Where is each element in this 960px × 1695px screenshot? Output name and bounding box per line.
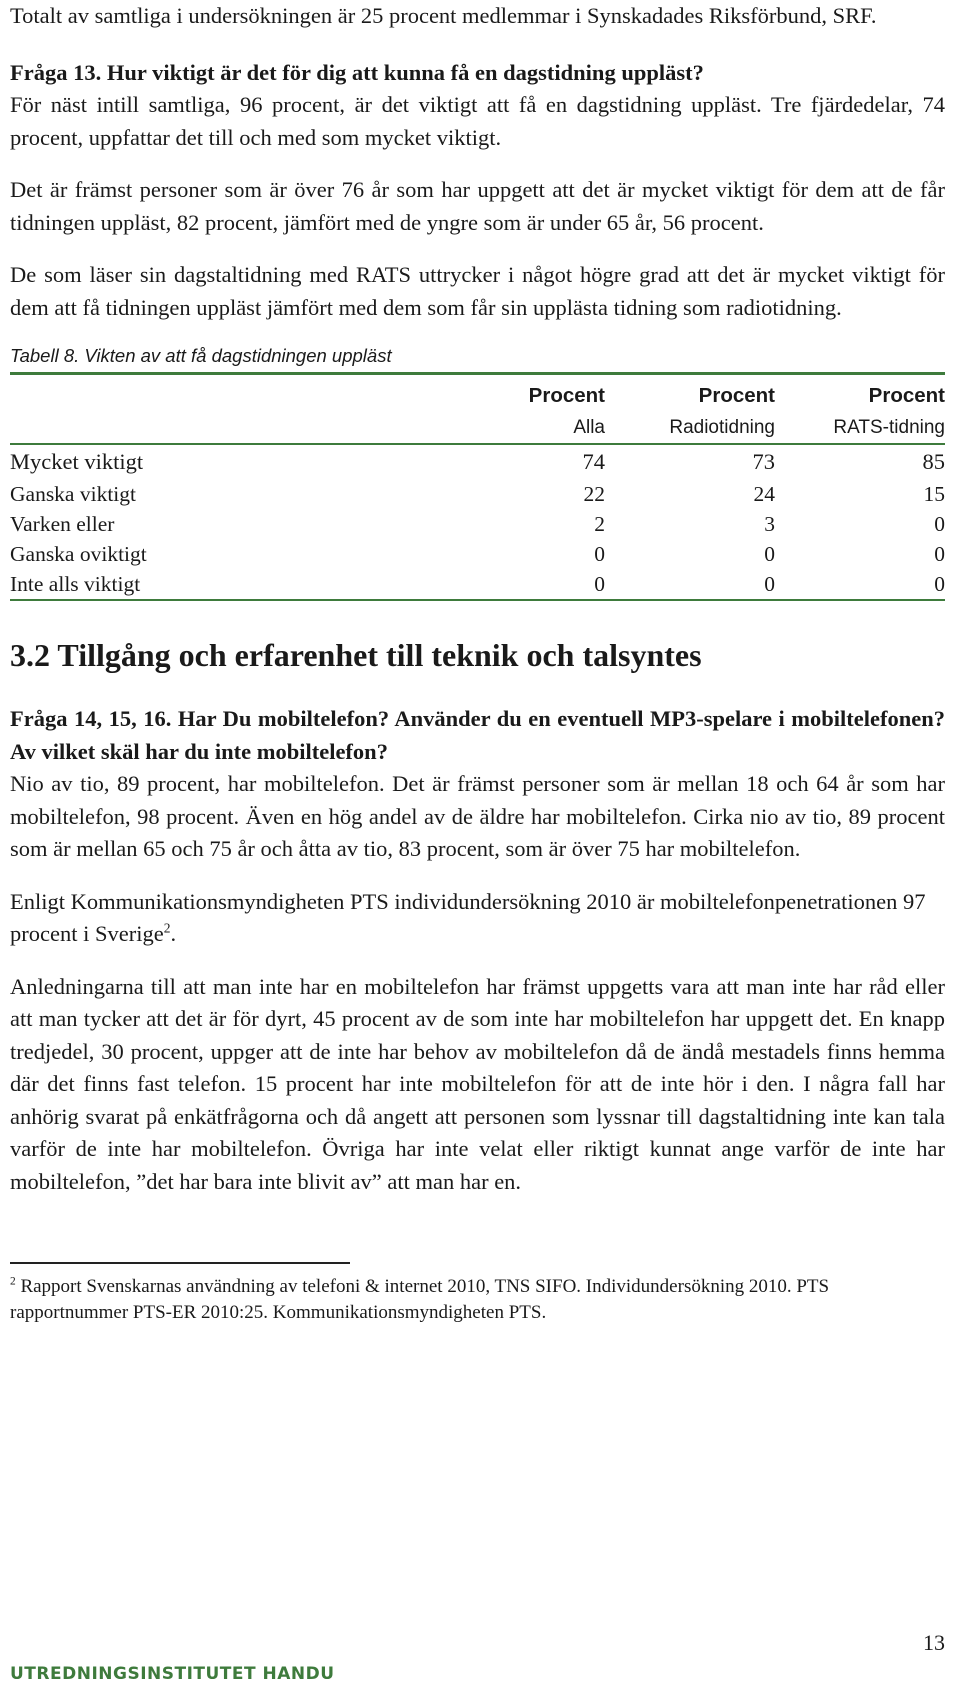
document-page <box>10 0 945 1326</box>
footnote-text: Rapport Svenskarnas användning av telefoni & internet 2010, TNS SIFO. Individundersökning 2010. PTS rapportnummer PTS-ER 2010:25. Kommunikationsmyndigheten PTS. <box>10 1275 830 1323</box>
row-label: Ganska viktigt <box>10 482 136 506</box>
table-8-caption: Tabell 8. Vikten av att få dagstidningen uppläst <box>10 345 392 366</box>
cell-value: 73 <box>752 449 775 474</box>
table-subheader-empty <box>10 413 450 444</box>
cell-value: 0 <box>775 569 945 600</box>
cell-value: 74 <box>582 449 605 474</box>
intro-paragraph: Totalt av samtliga i undersökningen är 25 procent medlemmar i Synskadades Riksförbund, SRF. <box>10 3 877 28</box>
table-header-empty <box>10 379 450 413</box>
cell-value: 0 <box>605 569 775 600</box>
section-paragraph-3: Anledningarna till att man inte har en mobiltelefon har främst uppgetts vara att man inte har råd eller att man tycker att det är för dyrt, 45 procent av de som inte har mobiltelefon har uppgett det. En knapp tredjedel, 30 procent, uppger att de inte har behov av mobiltelefon då de ändå mestadels finns hemma där det finns fast telefon. 15 procent har inte mobiltelefon för att de inte hör i den. I några fall har anhörig svarat på enkätfrågorna och då angett att personen som lyssnar till dagstaltidning inte kan tala varför de inte har mobiltelefon. Övriga har inte velat eller riktigt kunnat ange varför de inte har mobiltelefon, ”det har bara inte blivit av” att man har en. <box>10 973 945 1194</box>
table-row <box>10 509 945 539</box>
question-13-paragraph-1: För näst intill samtliga, 96 procent, är det viktigt att få en dagstidning uppläst. Tre fjärdedelar, 74 procent, uppfattar det till och med som mycket viktigt. <box>10 92 945 150</box>
cell-value: 3 <box>764 512 775 536</box>
table-row <box>10 444 945 479</box>
section-paragraph-2-text: Enligt Kommunikationsmyndigheten PTS individundersökning 2010 är mobiltelefonpenetrationen 97 procent i Sverige <box>10 888 926 946</box>
question-13-paragraph-2: Det är främst personer som är över 76 år som har uppgett att det är mycket viktigt för dem att de får tidningen uppläst, 82 procent, jämfört med de yngre som är under 65 år, 56 procent. <box>10 177 945 235</box>
column-header: Procent <box>698 384 775 407</box>
cell-value: 0 <box>450 569 605 600</box>
page-number: 13 <box>923 1630 945 1655</box>
row-label: Ganska oviktigt <box>10 542 147 566</box>
cell-value: 24 <box>753 482 775 506</box>
footnote <box>10 1274 945 1326</box>
section-paragraph-1: Nio av tio, 89 procent, har mobiltelefon. Det är främst personer som är mellan 18 och 64 år som har mobiltelefon, 98 procent. Även en hög andel av de äldre har mobiltelefon. Cirka nio av tio, 89 procent som är mellan 65 och 75 år och åtta av tio, 83 procent, som är över 75 har mobiltelefon. <box>10 771 945 861</box>
section-paragraph-2 <box>10 886 945 951</box>
footnote-divider <box>10 1262 350 1264</box>
footnote-reference[interactable]: 2 <box>163 920 171 936</box>
section-paragraph-2-end: . <box>170 921 177 946</box>
row-label: Varken eller <box>10 512 115 536</box>
section-heading: 3.2 Tillgång och erfarenhet till teknik och talsyntes <box>10 637 702 673</box>
column-subheader: Alla <box>450 413 605 444</box>
column-header: Procent <box>528 384 605 407</box>
row-label: Mycket viktigt <box>10 449 144 474</box>
question-14-heading: Fråga 14, 15, 16. Har Du mobiltelefon? Använder du en eventuell MP3-spelare i mobiltelefonen? Av vilket skäl har du inte mobiltelefon? <box>10 706 945 764</box>
table-header-row <box>10 379 945 413</box>
column-subheader: RATS-tidning <box>775 413 945 444</box>
cell-value: 0 <box>764 542 775 566</box>
cell-value: 22 <box>583 482 605 506</box>
table-row <box>10 479 945 509</box>
table-row <box>10 539 945 569</box>
row-label: Inte alls viktigt <box>10 569 450 600</box>
table-8 <box>10 379 945 601</box>
footer-brand: UTREDNINGSINSTITUTET HANDU <box>10 1664 335 1684</box>
question-13-heading: Fråga 13. Hur viktigt är det för dig att kunna få en dagstidning uppläst? <box>10 59 704 85</box>
table-row <box>10 569 945 600</box>
cell-value: 0 <box>934 542 945 566</box>
column-subheader: Radiotidning <box>605 413 775 444</box>
cell-value: 85 <box>922 449 945 474</box>
cell-value: 0 <box>594 542 605 566</box>
cell-value: 0 <box>934 512 945 536</box>
cell-value: 2 <box>594 512 605 536</box>
footnote-number: 2 <box>10 1275 16 1288</box>
table-top-rule <box>10 372 945 375</box>
cell-value: 15 <box>923 482 945 506</box>
column-header: Procent <box>868 384 945 407</box>
question-13-paragraph-3: De som läser sin dagstaltidning med RATS uttrycker i något högre grad att det är mycket viktigt för dem att få tidningen uppläst jämfört med dem som får sin upplästa tidning som radiotidning. <box>10 262 945 320</box>
table-subheader-row <box>10 413 945 444</box>
